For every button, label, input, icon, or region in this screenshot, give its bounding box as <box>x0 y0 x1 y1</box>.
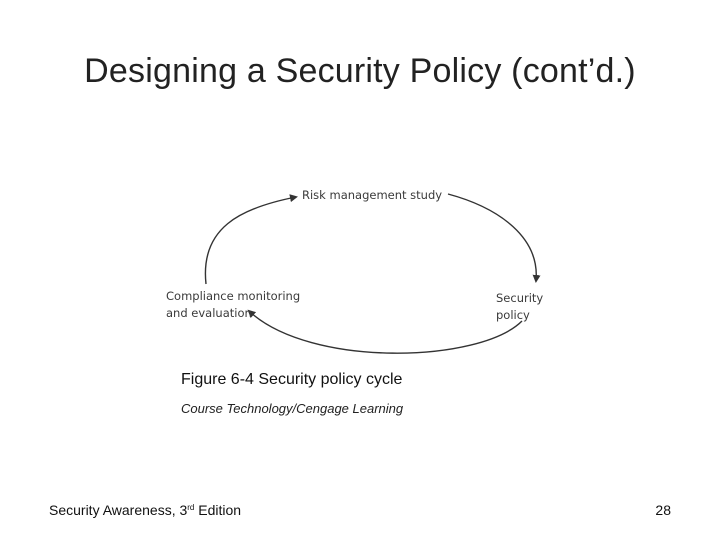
footer-course-title <box>49 502 241 518</box>
footer-edition-word: Edition <box>194 502 242 518</box>
node-risk-management-study-label: Risk management study <box>302 188 443 202</box>
security-policy-cycle-diagram <box>150 178 570 368</box>
node-security-policy <box>496 290 543 324</box>
node-risk-management-study <box>302 187 442 204</box>
arrow-left-to-top <box>205 197 296 284</box>
node-security-policy-line2: policy <box>496 308 530 322</box>
footer-course-name: Security Awareness, 3 <box>49 502 188 518</box>
node-compliance-monitoring-line1: Compliance monitoring <box>166 289 301 303</box>
figure-credit: Course Technology/Cengage Learning <box>181 401 404 416</box>
page-number: 28 <box>655 502 671 518</box>
slide-title: Designing a Security Policy (cont’d.) <box>84 52 636 90</box>
node-compliance-monitoring-line2: and evaluation <box>166 306 252 320</box>
arrow-top-to-right <box>448 194 536 281</box>
figure-caption: Figure 6-4 Security policy cycle <box>181 371 403 388</box>
node-compliance-monitoring <box>166 288 300 322</box>
footer-edition-suffix: rd <box>187 503 195 512</box>
cycle-arrows <box>150 178 570 368</box>
node-security-policy-line1: Security <box>496 291 544 305</box>
